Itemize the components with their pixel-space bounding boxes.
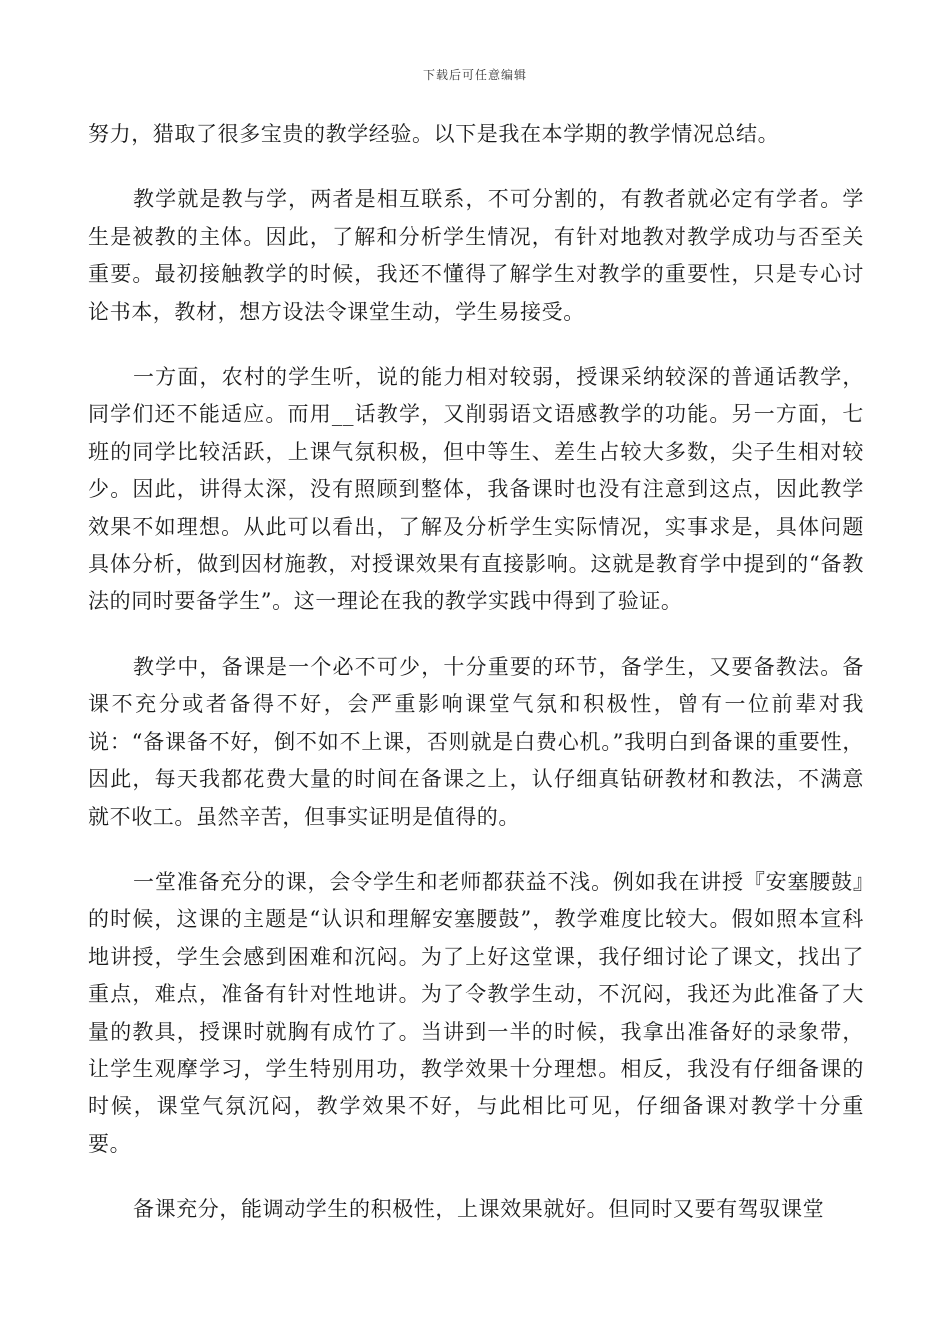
paragraph-3: 一方面，农村的学生听，说的能力相对较弱，授课采纳较深的普通话教学，同学们还不能适应。而用__话教学，又削弱语文语感教学的功能。另一方面，七班的同学比较活跃，上课气氛积极，但中等生、差生占较大多数，尖子生相对较少。因此，讲得太深，没有照顾到整体，我备课时也没有注意到这点，因此教学效果不如理想。从此可以看出，了解及分析学生实际情况，实事求是，具体问题具体分析，做到因材施教，对授课效果有直接影响。这就是教育学中提到的“备教法的同时要备学生”。这一理论在我的教学实践中得到了验证。 xyxy=(88,365,864,614)
document-body xyxy=(88,116,864,1257)
paragraph-4: 教学中，备课是一个必不可少，十分重要的环节，备学生，又要备教法。备课不充分或者备得不好，会严重影响课堂气氛和积极性，曾有一位前辈对我说：“备课备不好，倒不如不上课，否则就是白费心机。”我明白到备课的重要性，因此，每天我都花费大量的时间在备课之上，认仔细真钻研教材和教法，不满意就不收工。虽然辛苦，但事实证明是值得的。 xyxy=(88,654,864,829)
paragraph-2: 教学就是教与学，两者是相互联系，不可分割的，有教者就必定有学者。学生是被教的主体。因此，了解和分析学生情况，有针对地教对教学成功与否至关重要。最初接触教学的时候，我还不懂得了解学生对教学的重要性，只是专心讨论书本，教材，想方设法令课堂生动，学生易接受。 xyxy=(88,187,864,324)
paragraph-5: 一堂准备充分的课，会令学生和老师都获益不浅。例如我在讲授『安塞腰鼓』的时候，这课的主题是“认识和理解安塞腰鼓”，教学难度比较大。假如照本宣科地讲授，学生会感到困难和沉闷。为了上好这堂课，我仔细讨论了课文，找出了重点，难点，准备有针对性地讲。为了令教学生动，不沉闷，我还为此准备了大量的教具，授课时就胸有成竹了。当讲到一半的时候，我拿出准备好的录象带，让学生观摩学习，学生特别用功，教学效果十分理想。相反，我没有仔细备课的时候，课堂气氛沉闷，教学效果不好，与此相比可见，仔细备课对教学十分重要。 xyxy=(88,869,864,1156)
paragraph-1: 努力，猎取了很多宝贵的教学经验。以下是我在本学期的教学情况总结。 xyxy=(88,122,780,146)
paragraph-6: 备课充分，能调动学生的积极性，上课效果就好。但同时又要有驾驭课堂 xyxy=(133,1197,825,1222)
page-header: 下载后可任意编辑 xyxy=(422,68,527,82)
